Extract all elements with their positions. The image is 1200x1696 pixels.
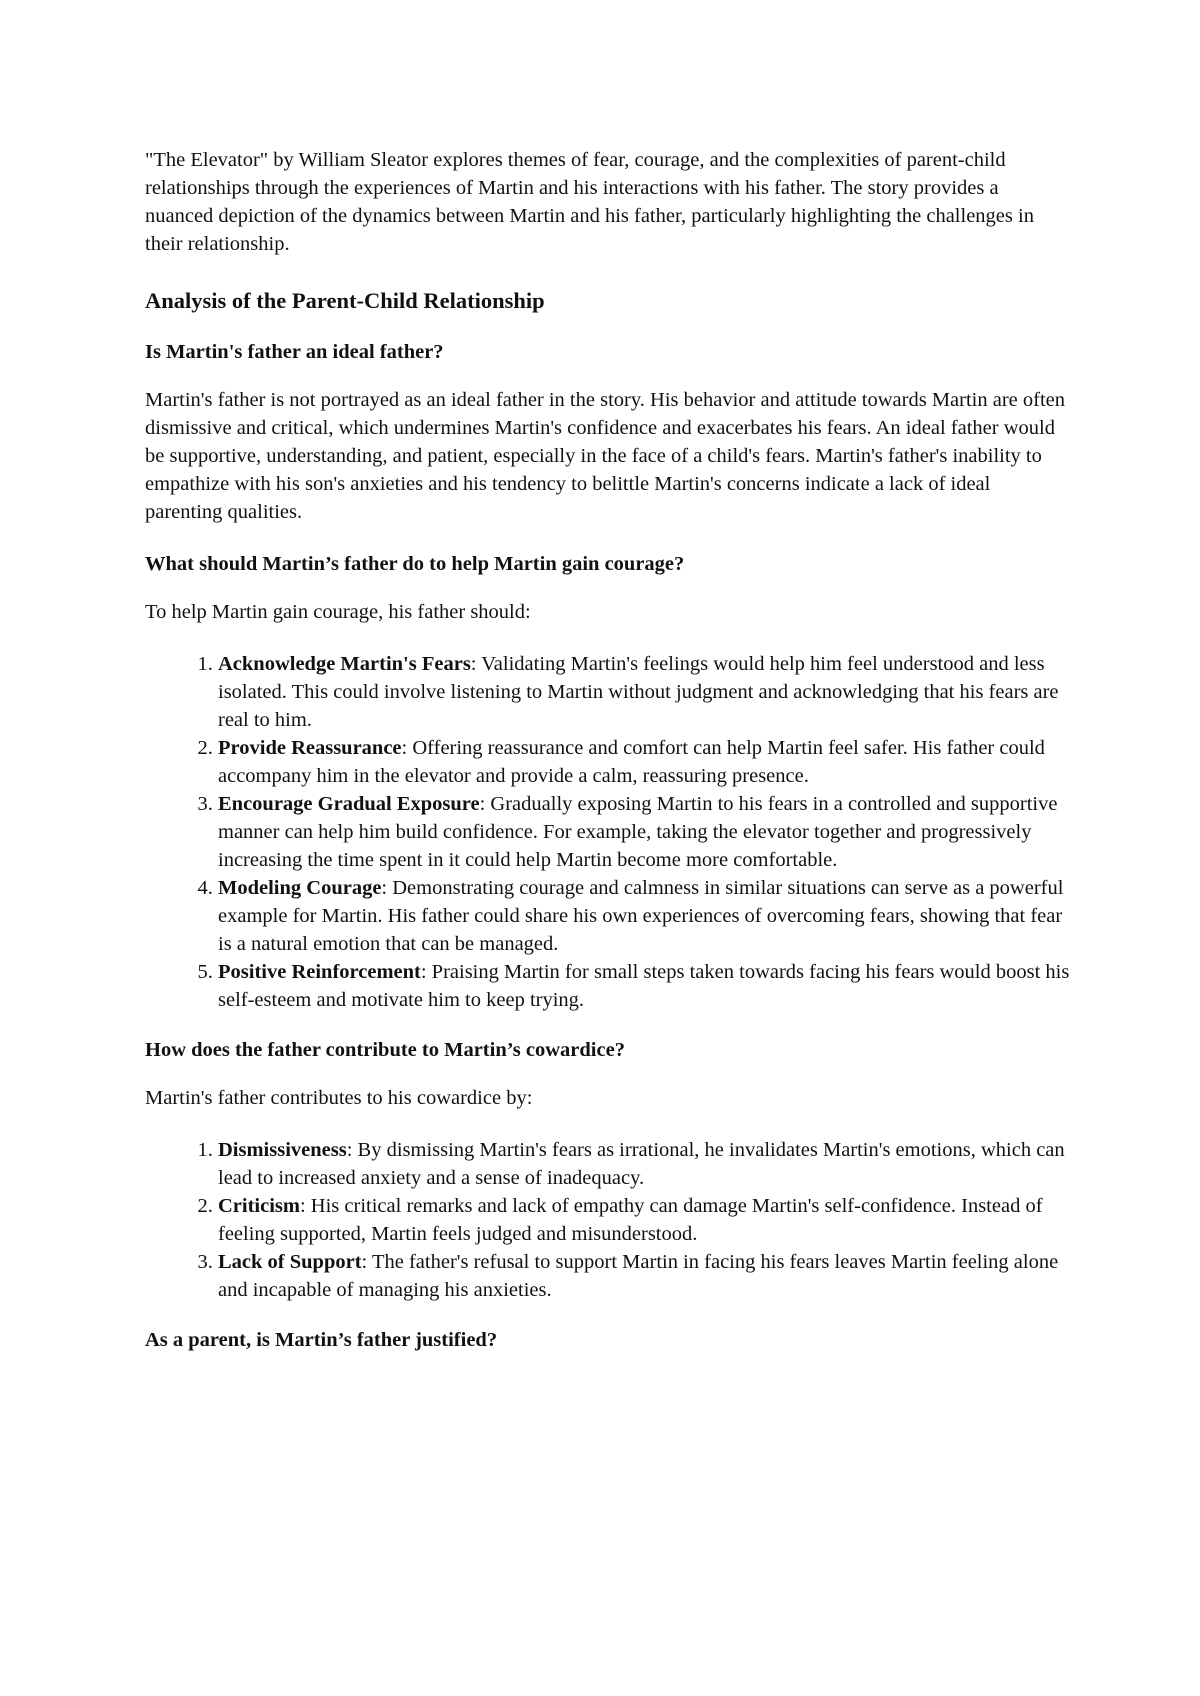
list-item: [218, 790, 1070, 874]
list-item-term: Positive Reinforcement: [218, 961, 421, 983]
list-item-text: : His critical remarks and lack of empathy can damage Martin's self-confidence. Instead of feeling supported, Martin feels judged and misunderstood.: [218, 1195, 1043, 1245]
list-item: [218, 874, 1070, 958]
list-item-text: : The father's refusal to support Martin in facing his fears leaves Martin feeling alone and incapable of managing his anxieties.: [218, 1251, 1059, 1301]
list-item-text: : Gradually exposing Martin to his fears in a controlled and supportive manner can help him build confidence. For example, taking the elevator together and progressively increasing the time spent in it could help Martin become more comfortable.: [218, 793, 1058, 871]
section-heading: Analysis of the Parent-Child Relationship: [145, 288, 545, 313]
cowardice-causes-list: [145, 1136, 1070, 1304]
list-item-text: : Demonstrating courage and calmness in similar situations can serve as a powerful example for Martin. His father could share his own experiences of overcoming fears, showing that fear is a natural emotion that can be managed.: [218, 877, 1064, 955]
question-2-lead: To help Martin gain courage, his father should:: [145, 601, 531, 623]
list-item-term: Lack of Support: [218, 1251, 362, 1273]
list-item-text: : By dismissing Martin's fears as irrational, he invalidates Martin's emotions, which can lead to increased anxiety and a sense of inadequacy.: [218, 1139, 1065, 1189]
courage-steps-list: [145, 650, 1070, 1014]
list-item: [218, 1248, 1070, 1304]
question-3-title: How does the father contribute to Martin’s cowardice?: [145, 1039, 625, 1061]
question-3-lead: Martin's father contributes to his cowardice by:: [145, 1087, 533, 1109]
question-2-title: What should Martin’s father do to help Martin gain courage?: [145, 553, 685, 575]
list-item-text: : Validating Martin's feelings would help him feel understood and less isolated. This could involve listening to Martin without judgment and acknowledging that his fears are real to him.: [218, 653, 1059, 731]
list-item: [218, 958, 1070, 1014]
list-item-text: : Praising Martin for small steps taken towards facing his fears would boost his self-esteem and motivate him to keep trying.: [218, 961, 1070, 1011]
question-4-title: As a parent, is Martin’s father justified?: [145, 1329, 498, 1351]
intro-paragraph: "The Elevator" by William Sleator explores themes of fear, courage, and the complexities of parent-child relationships through the experiences of Martin and his interactions with his father. The story provides a nuanced depiction of the dynamics between Martin and his father, particularly highlighting the challenges in their relationship.: [145, 149, 1034, 255]
list-item-term: Criticism: [218, 1195, 300, 1217]
question-1-title: Is Martin's father an ideal father?: [145, 341, 444, 363]
list-item-term: Modeling Courage: [218, 877, 382, 899]
list-item: [218, 1192, 1070, 1248]
list-item: [218, 1136, 1070, 1192]
list-item-term: Provide Reassurance: [218, 737, 402, 759]
list-item: [218, 734, 1070, 790]
question-1-answer: Martin's father is not portrayed as an ideal father in the story. His behavior and attitude towards Martin are often dismissive and critical, which undermines Martin's confidence and exacerbates his fears. An ideal father would be supportive, understanding, and patient, especially in the face of a child's fears. Martin's father's inability to empathize with his son's anxieties and his tendency to belittle Martin's concerns indicate a lack of ideal parenting qualities.: [145, 389, 1066, 523]
document-page: [145, 146, 1070, 1374]
list-item-term: Encourage Gradual Exposure: [218, 793, 480, 815]
list-item-term: Dismissiveness: [218, 1139, 347, 1161]
list-item-text: : Offering reassurance and comfort can help Martin feel safer. His father could accompany him in the elevator and provide a calm, reassuring presence.: [218, 737, 1045, 787]
list-item: [218, 650, 1070, 734]
list-item-term: Acknowledge Martin's Fears: [218, 653, 471, 675]
